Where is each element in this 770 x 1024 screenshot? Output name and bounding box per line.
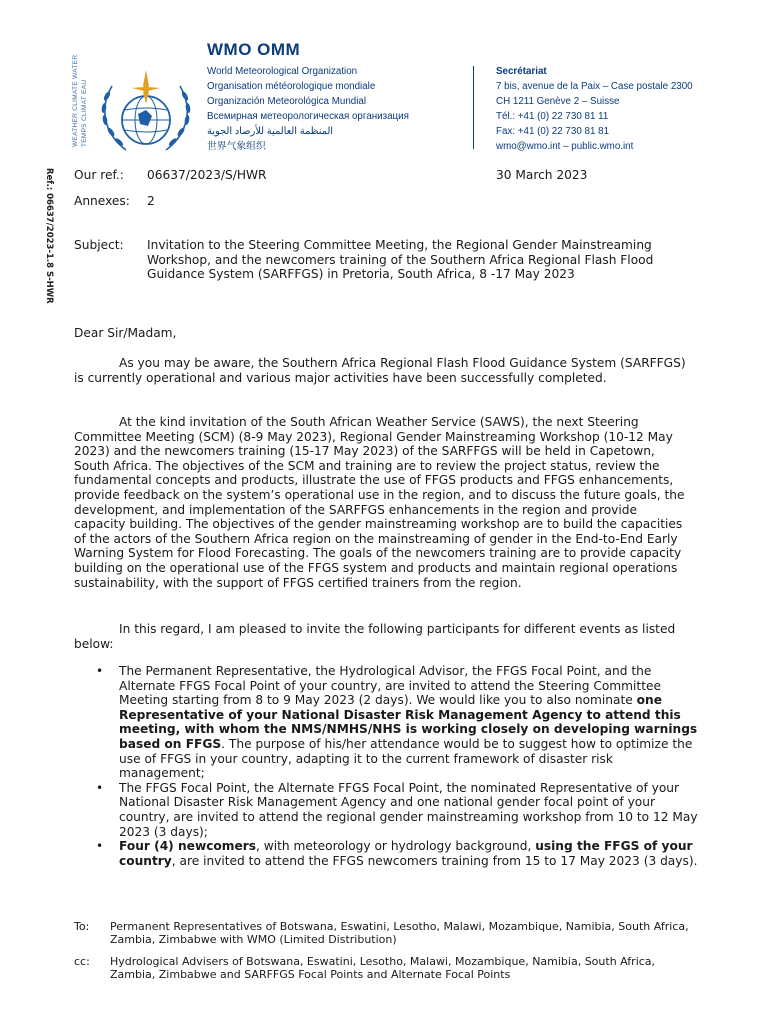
side-reference <box>42 168 56 308</box>
bullet-2-text: The FFGS Focal Point, the Alternate FFGS Focal Point, the nominated Representative of your National Disaster Risk Management Agency and one national gender focal point of your country, are invited to attend the regional gender mainstreaming workshop from 10 to 12 May 2023 (3 days); <box>119 780 698 839</box>
subject-line-1: Invitation to the Steering Committee Meeting, the Regional Gender Mainstreaming <box>147 238 652 252</box>
paragraph-1-text: As you may be aware, the Southern Africa Regional Flash Flood Guidance System (SARFFGS) is currently operational and various major activities have been successfully completed. <box>74 356 686 385</box>
secretariat-fax: Fax: +41 (0) 22 730 81 81 <box>496 126 610 137</box>
org-name-ar: المنظمة العالمية للأرصاد الجوية <box>207 126 334 137</box>
bullet-3-text-a: Four (4) newcomers <box>119 839 257 854</box>
paragraph-1 <box>74 356 690 385</box>
salutation: Dear Sir/Madam, <box>74 326 177 340</box>
bullet-3-text-b: , with meteorology or hydrology background, <box>256 839 536 854</box>
paragraph-2 <box>74 415 690 590</box>
annexes-label: Annexes: <box>74 194 130 208</box>
cc-label: cc: <box>74 955 90 968</box>
paragraph-3-text: In this regard, I am pleased to invite the following participants for different events as listed below: <box>74 622 676 651</box>
bullet-1-text-c: . The purpose of his/her attendance would be to suggest how to optimize the use of FFGS in your country, adapting it to the current framework of disaster risk management; <box>119 736 693 781</box>
bullet-3-text-c: using the FFGS of your country <box>119 839 693 868</box>
secretariat-title: Secrétariat <box>496 66 547 77</box>
secretariat-email-web: wmo@wmo.int – public.wmo.int <box>496 141 634 152</box>
secretariat-address-1: 7 bis, avenue de la Paix – Case postale 2300 <box>496 81 693 92</box>
secretariat-phone: Tél.: +41 (0) 22 730 81 11 <box>496 111 609 122</box>
wmo-emblem-icon <box>92 66 200 158</box>
bullet-icon: • <box>96 839 104 854</box>
to-label: To: <box>74 920 90 933</box>
bullet-icon: • <box>96 664 104 678</box>
subject-label: Subject: <box>74 238 124 252</box>
our-ref-label: Our ref.: <box>74 168 124 182</box>
our-ref-value: 06637/2023/S/HWR <box>147 168 267 182</box>
brand-title: WMO OMM <box>207 40 301 59</box>
bullet-1-text-a: The Permanent Representative, the Hydrological Advisor, the FFGS Focal Point, and the Alternate FFGS Focal Point of your country, are invited to attend the Steering Committee Meeting starting from 8 to 9 May 2023 (2 days). We would like you to also nominate <box>119 664 661 708</box>
list-item <box>96 664 700 781</box>
cc-recipients: Hydrological Advisers of Botswana, Eswatini, Lesotho, Malawi, Mozambique, Namibia, South Africa, Zambia, Zimbabwe and SARFFGS Focal Points and Alternate Focal Points <box>110 955 656 982</box>
org-name-fr: Organisation météorologique mondiale <box>207 81 376 92</box>
paragraph-3 <box>74 622 690 651</box>
annexes-value: 2 <box>147 194 155 208</box>
org-name-zh: 世界气象组织 <box>207 141 266 152</box>
secretariat-contact <box>496 64 693 154</box>
org-name-es: Organización Meteorológica Mundial <box>207 96 367 107</box>
tagline-en: WEATHER CLIMATE WATER <box>72 54 79 147</box>
list-item <box>96 839 700 868</box>
to-recipients: Permanent Representatives of Botswana, Eswatini, Lesotho, Malawi, Mozambique, Namibia, South Africa, Zambia, Zimbabwe with WMO (Limited Distribution) <box>110 920 689 947</box>
bullet-icon: • <box>96 780 104 795</box>
subject-line-2: Workshop, and the newcomers training of the Southern Africa Regional Flash Flood <box>147 252 654 267</box>
org-name-en: World Meteorological Organization <box>207 66 358 77</box>
tagline-fr: TEMPS CLIMAT EAU <box>81 79 88 147</box>
letter-date: 30 March 2023 <box>496 168 588 182</box>
bullet-1-text-b: one Representative of your National Disaster Risk Management Agency to attend this meeting, with whom the NMS/NMHS/NHS is working closely on developing warnings based on FFGS <box>119 693 698 751</box>
participants-list <box>96 664 700 868</box>
org-name-ru: Всемирная метеорологическая организация <box>207 111 409 122</box>
bullet-3-text-d: , are invited to attend the FFGS newcomers training from 15 to 17 May 2023 (3 days). <box>171 853 698 868</box>
subject-line-3: Guidance System (SARFFGS) in Pretoria, South Africa, 8 -17 May 2023 <box>147 267 575 282</box>
list-item <box>96 781 700 839</box>
organization-names <box>207 64 409 154</box>
paragraph-2-text: At the kind invitation of the South African Weather Service (SAWS), the next Steering Committee Meeting (SCM) (8-9 May 2023), Regional Gender Mainstreaming Workshop (10-12 May 2023) and the newcomers training (15-17 May 2023) of the SARFFGS will be held in Capetown, South Africa. The objectives of the SCM and training are to review the project status, review the fundamental concepts and products, illustrate the use of FFGS products and FFGS enhancements, provide feedback on the system’s operational use in the region, and to discuss the future goals, the development, and implementation of the SARFFGS enhancements in the region and provide capacity building. The objectives of the gender mainstreaming workshop are to build the capacities of the actors of the Southern Africa region on the mainstreaming of gender in the End-to-End Early Warning System for Flood Forecasting. The goals of the newcomers training are to provide capacity building on the operational use of the FFGS system and products and maintain regional operations sustainability, with the support of FFGS certified trainers from the region. <box>74 415 685 590</box>
letterhead-divider <box>473 66 474 149</box>
side-reference-text: Ref.: 06637/2023-1.8 S-HWR <box>44 168 54 304</box>
secretariat-address-2: CH 1211 Genève 2 – Suisse <box>496 96 620 107</box>
